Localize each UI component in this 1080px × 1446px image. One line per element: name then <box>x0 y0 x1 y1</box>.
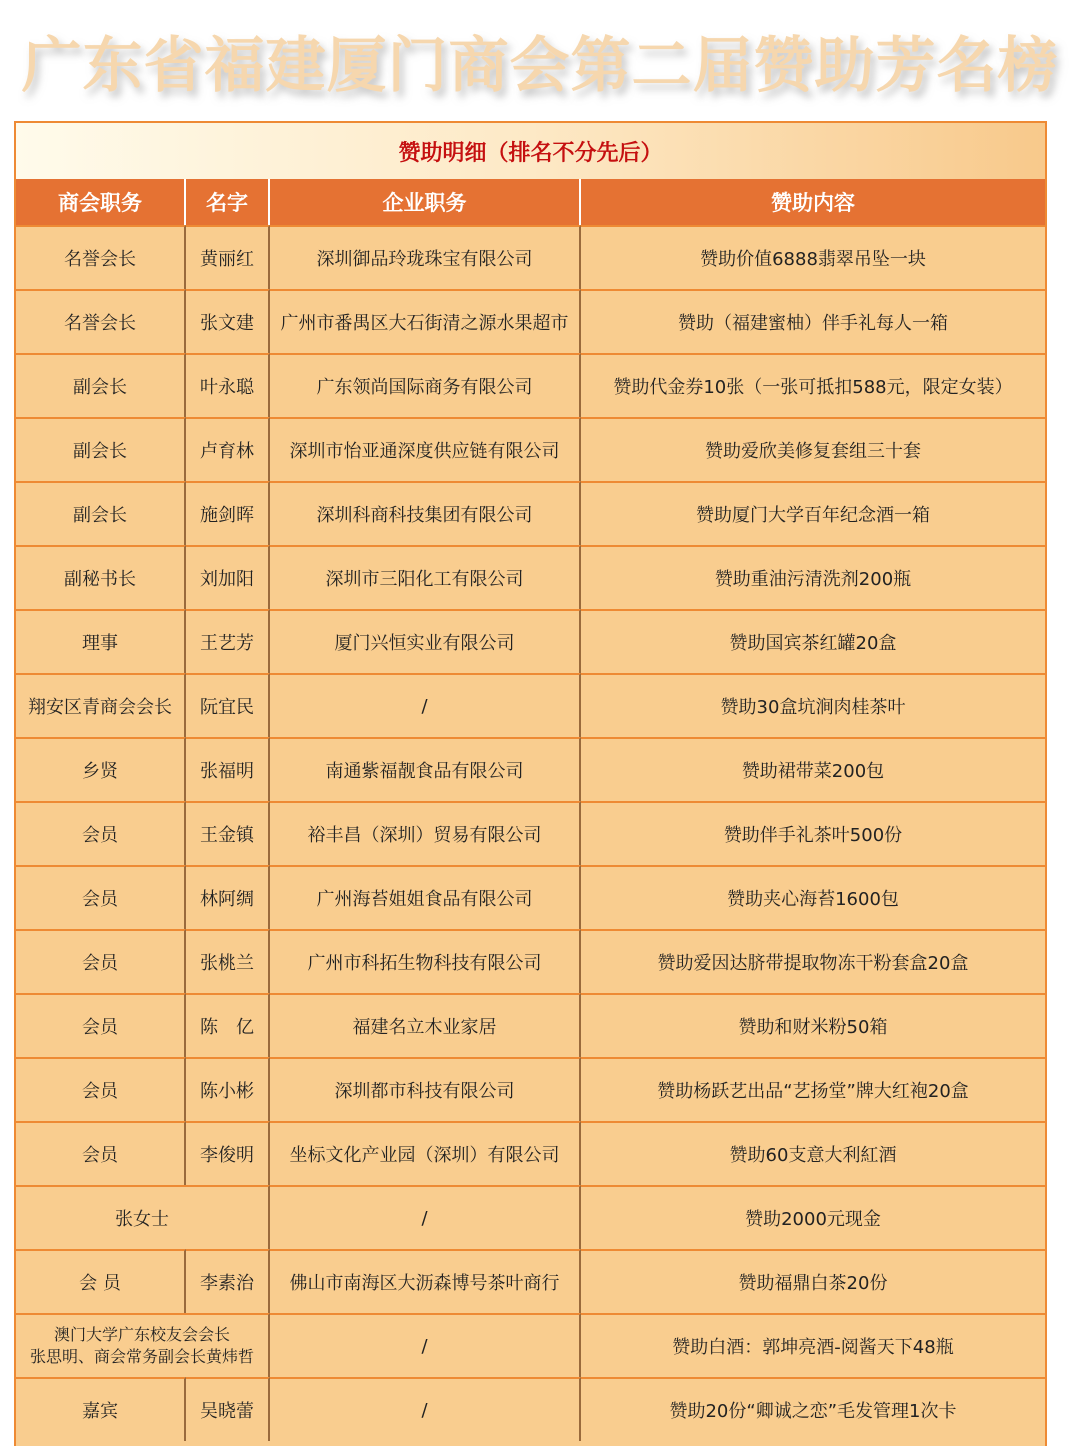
table-body <box>16 225 1045 1441</box>
cell-sponsorship: 赞助杨跃艺出品“艺扬堂”牌大红袍20盒 <box>581 1057 1045 1121</box>
cell-name: 李素治 <box>186 1249 270 1313</box>
cell-role: 会员 <box>16 865 186 929</box>
cell-role: 乡贤 <box>16 737 186 801</box>
cell-role: 嘉宾 <box>16 1377 186 1441</box>
cell-name: 陈 亿 <box>186 993 270 1057</box>
cell-company: 南通紫福靓食品有限公司 <box>270 737 581 801</box>
cell-company: 深圳市怡亚通深度供应链有限公司 <box>270 417 581 481</box>
cell-sponsorship: 赞助代金券10张（一张可抵扣588元，限定女装） <box>581 353 1045 417</box>
cell-role: 翔安区青商会会长 <box>16 673 186 737</box>
cell-company: 厦门兴恒实业有限公司 <box>270 609 581 673</box>
cell-company: 广州市番禺区大石街清之源水果超市 <box>270 289 581 353</box>
cell-sponsorship: 赞助伴手礼茶叶500份 <box>581 801 1045 865</box>
header-company: 企业职务 <box>270 179 581 225</box>
cell-company: / <box>270 673 581 737</box>
cell-company: 福建名立木业家居 <box>270 993 581 1057</box>
cell-role: 会员 <box>16 929 186 993</box>
cell-sponsorship: 赞助夹心海苔1600包 <box>581 865 1045 929</box>
cell-sponsorship: 赞助重油污清洗剂200瓶 <box>581 545 1045 609</box>
multi-line-2: 张思明、商会常务副会长黄炜哲 <box>29 1347 254 1366</box>
cell-sponsorship: 赞助30盒坑涧肉桂茶叶 <box>581 673 1045 737</box>
cell-name: 张桃兰 <box>186 929 270 993</box>
cell-sponsorship: 赞助和财米粉50箱 <box>581 993 1045 1057</box>
cell-company: / <box>270 1313 581 1377</box>
cell-sponsorship: 赞助爱因达脐带提取物冻干粉套盒20盒 <box>581 929 1045 993</box>
cell-company: / <box>270 1377 581 1441</box>
cell-name: 王艺芳 <box>186 609 270 673</box>
cell-name: 叶永聪 <box>186 353 270 417</box>
cell-role: 副会长 <box>16 353 186 417</box>
cell-name: 吴晓蕾 <box>186 1377 270 1441</box>
cell-name: 林阿绸 <box>186 865 270 929</box>
cell-company: 广州市科拓生物科技有限公司 <box>270 929 581 993</box>
cell-name: 施剑晖 <box>186 481 270 545</box>
cell-sponsorship: 赞助价值6888翡翠吊坠一块 <box>581 225 1045 289</box>
cell-sponsorship: 赞助2000元现金 <box>581 1185 1045 1249</box>
table-subtitle: 赞助明细（排名不分先后） <box>16 123 1045 179</box>
cell-role: 名誉会长 <box>16 225 186 289</box>
cell-name: 张福明 <box>186 737 270 801</box>
cell-sponsorship: 赞助白酒：郭坤亮酒-阅酱天下48瓶 <box>581 1313 1045 1377</box>
page-title: 广东省福建厦门商会第二届赞助芳名榜 <box>21 31 1059 101</box>
cell-sponsorship: 赞助裙带菜200包 <box>581 737 1045 801</box>
cell-company: 深圳市三阳化工有限公司 <box>270 545 581 609</box>
cell-company: 深圳都市科技有限公司 <box>270 1057 581 1121</box>
cell-company: 裕丰昌（深圳）贸易有限公司 <box>270 801 581 865</box>
cell-name: 刘加阳 <box>186 545 270 609</box>
table-header-row <box>16 179 1045 225</box>
cell-company: / <box>270 1185 581 1249</box>
cell-role: 副会长 <box>16 481 186 545</box>
header-role: 商会职务 <box>16 179 186 225</box>
cell-name: 张文建 <box>186 289 270 353</box>
cell-name: 阮宜民 <box>186 673 270 737</box>
cell-role: 理事 <box>16 609 186 673</box>
cell-sponsorship: 赞助爱欣美修复套组三十套 <box>581 417 1045 481</box>
cell-name: 黄丽红 <box>186 225 270 289</box>
cell-role: 会员 <box>16 1121 186 1185</box>
header-name: 名字 <box>186 179 270 225</box>
cell-sponsorship: 赞助（福建蜜柚）伴手礼每人一箱 <box>581 289 1045 353</box>
cell-name: 卢育林 <box>186 417 270 481</box>
cell-merged-name: 张女士 <box>16 1185 270 1249</box>
cell-company: 深圳科商科技集团有限公司 <box>270 481 581 545</box>
cell-role: 会员 <box>16 993 186 1057</box>
cell-sponsorship: 赞助20份“卿诚之恋”毛发管理1次卡 <box>581 1377 1045 1441</box>
cell-sponsorship: 赞助60支意大利紅酒 <box>581 1121 1045 1185</box>
cell-sponsorship: 赞助国宾茶红罐20盒 <box>581 609 1045 673</box>
cell-name: 李俊明 <box>186 1121 270 1185</box>
cell-role: 会 员 <box>16 1249 186 1313</box>
cell-company: 深圳御品玲珑珠宝有限公司 <box>270 225 581 289</box>
cell-role: 副秘书长 <box>16 545 186 609</box>
cell-company: 广州海苔姐姐食品有限公司 <box>270 865 581 929</box>
cell-role: 名誉会长 <box>16 289 186 353</box>
multi-line-1: 澳门大学广东校友会会长 <box>53 1325 230 1344</box>
cell-merged-multi <box>16 1313 270 1377</box>
sponsor-table <box>14 121 1047 1446</box>
cell-company: 坐标文化产业园（深圳）有限公司 <box>270 1121 581 1185</box>
header-sponsorship: 赞助内容 <box>581 179 1045 225</box>
cell-name: 陈小彬 <box>186 1057 270 1121</box>
cell-role: 副会长 <box>16 417 186 481</box>
cell-name: 王金镇 <box>186 801 270 865</box>
cell-sponsorship: 赞助厦门大学百年纪念酒一箱 <box>581 481 1045 545</box>
cell-role: 会员 <box>16 1057 186 1121</box>
cell-sponsorship: 赞助福鼎白茶20份 <box>581 1249 1045 1313</box>
cell-role: 会员 <box>16 801 186 865</box>
cell-company: 广东领尚国际商务有限公司 <box>270 353 581 417</box>
cell-company: 佛山市南海区大沥森博号茶叶商行 <box>270 1249 581 1313</box>
